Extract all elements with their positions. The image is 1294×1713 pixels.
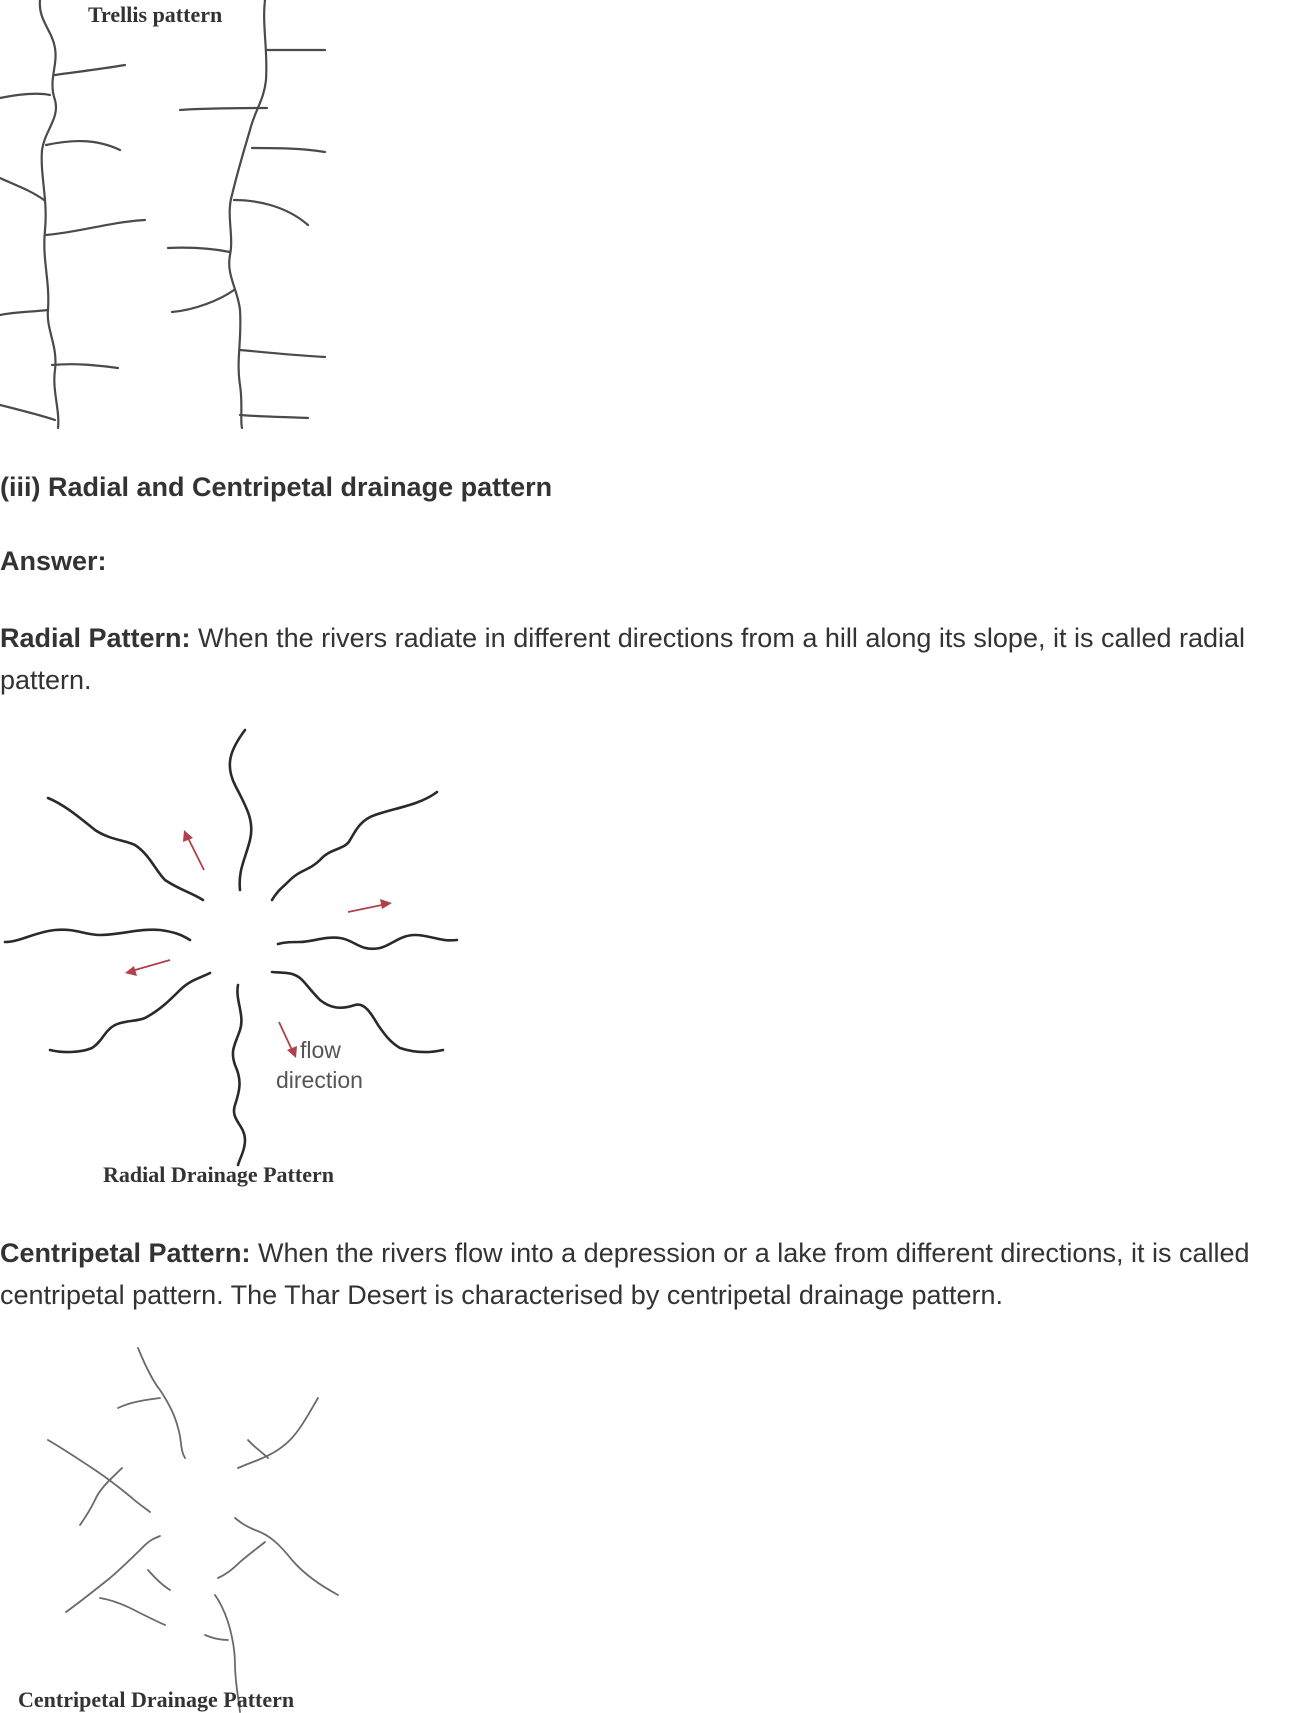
radial-river-northwest (48, 798, 203, 900)
radial-paragraph (0, 617, 1290, 701)
flow-arrow-icon (279, 1022, 297, 1058)
radial-river-southwest (50, 973, 210, 1052)
radial-caption: Radial Drainage Pattern (103, 1162, 334, 1187)
flow-arrow-icon (348, 899, 392, 912)
centripetal-diagram (0, 1340, 350, 1713)
flow-label-line2: direction (276, 1067, 363, 1093)
trellis-pattern-figure (0, 0, 330, 430)
trellis-tributary (240, 350, 325, 357)
centripetal-river (148, 1570, 170, 1590)
radial-river-north (230, 730, 252, 890)
radial-pattern-figure (0, 720, 470, 1190)
radial-description: When the rivers radiate in different directions from a hill along its slope, it is called radial pattern. (0, 623, 1246, 695)
centripetal-river (238, 1398, 318, 1468)
radial-river-northeast (272, 792, 437, 900)
flow-arrow-icon (125, 960, 170, 976)
trellis-tributary (55, 65, 125, 75)
centripetal-river (235, 1518, 338, 1595)
centripetal-pattern-figure (0, 1340, 350, 1713)
centripetal-river (80, 1468, 122, 1525)
radial-term: Radial Pattern: (0, 623, 191, 653)
flow-arrow-icon (183, 830, 204, 870)
centripetal-description: When the rivers flow into a depression or a lake from different directions, it is called centripetal pattern. The Thar Desert is characterised by centripetal drainage pattern. (0, 1238, 1250, 1310)
centripetal-river (48, 1440, 150, 1512)
trellis-tributary (46, 141, 120, 150)
trellis-tributary (0, 178, 44, 200)
trellis-tributary (234, 200, 308, 225)
radial-river-south (233, 985, 245, 1165)
trellis-tributary (180, 108, 267, 110)
trellis-tributary (52, 364, 118, 368)
section-heading: (iii) Radial and Centripetal drainage pattern (0, 472, 553, 502)
trellis-caption: Trellis pattern (88, 2, 223, 27)
trellis-tributary (172, 290, 234, 312)
centripetal-river (248, 1440, 268, 1458)
answer-label: Answer: (0, 546, 107, 576)
flow-label-line1: flow (300, 1037, 341, 1063)
radial-river-west (5, 930, 190, 942)
trellis-tributary (168, 248, 230, 252)
centripetal-river (100, 1598, 165, 1625)
radial-river-east (278, 935, 457, 949)
centripetal-paragraph (0, 1232, 1290, 1316)
trellis-tributary (46, 220, 145, 235)
centripetal-river (118, 1398, 160, 1408)
trellis-tributary (240, 415, 308, 418)
centripetal-term: Centripetal Pattern: (0, 1238, 251, 1268)
centripetal-river (138, 1348, 185, 1458)
trellis-diagram (0, 0, 330, 430)
radial-diagram (0, 720, 470, 1190)
radial-river-southeast (272, 972, 443, 1052)
trellis-tributary (0, 405, 55, 420)
trellis-tributary (0, 94, 50, 98)
trellis-tributary (252, 148, 325, 152)
trellis-tributary (0, 310, 48, 315)
trellis-main-river-right (229, 0, 266, 428)
centripetal-river (205, 1635, 228, 1640)
centripetal-caption: Centripetal Drainage Pattern (18, 1687, 295, 1712)
centripetal-river (218, 1542, 265, 1578)
